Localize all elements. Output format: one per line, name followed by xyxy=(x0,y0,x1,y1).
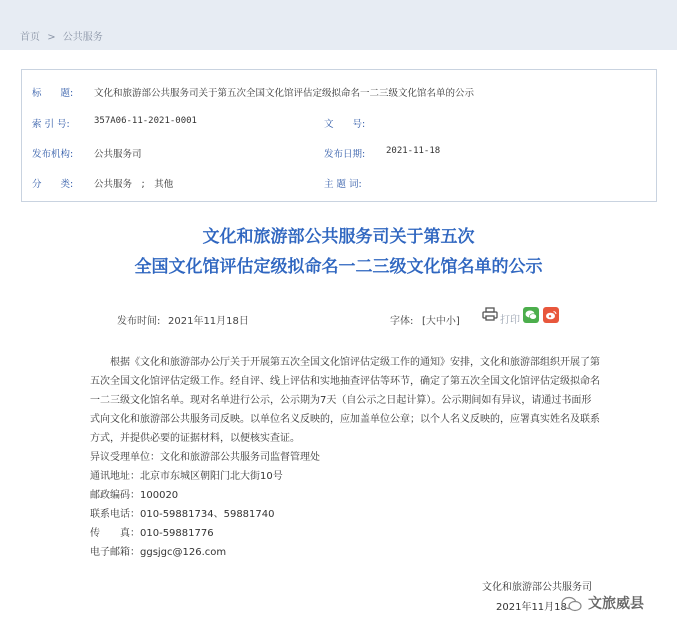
meta-row-title xyxy=(22,85,656,115)
title-value: 文化和旅游部公共服务司关于第五次全国文化馆评估定级拟命名一二三级文化馆名单的公示 xyxy=(94,88,475,99)
signature-org: 文化和旅游部公共服务司 xyxy=(482,582,592,593)
metadata-panel xyxy=(21,69,657,202)
publish-date: 2021年11月18日 xyxy=(168,316,249,327)
breadcrumb xyxy=(20,28,107,43)
body-line: 方式，并提供必要的证据材料，以便核实查证。 xyxy=(90,433,300,444)
contact-phone: 联系电话：010-59881734、59881740 xyxy=(90,509,275,520)
article-body xyxy=(90,353,615,562)
contact-postcode: 邮政编码：100020 xyxy=(90,490,179,501)
weibo-share-icon[interactable] xyxy=(543,307,559,323)
body-line: 五次全国文化馆评估定级工作。经自评、线上评估和实地抽查评估等环节，确定了第五次全国文化馆评估定级拟命名 xyxy=(90,376,600,387)
contact-email: 电子邮箱：ggsjgc@126.com xyxy=(90,547,227,558)
breadcrumb-separator: > xyxy=(47,32,56,43)
index-value: 357A06-11-2021-0001 xyxy=(94,116,197,126)
keyword-label: 主 题 词: xyxy=(324,179,362,190)
watermark-text: 文旅威县 xyxy=(588,596,644,612)
article-title-line1: 文化和旅游部公共服务司关于第五次 xyxy=(202,227,475,247)
contact-address: 通讯地址：北京市东城区朝阳门北大街10号 xyxy=(90,471,283,482)
doc-number-label: 文 号: xyxy=(324,119,366,130)
font-size-selector[interactable]: [大中小] xyxy=(422,316,460,327)
article-title-line2: 全国文化馆评估定级拟命名一二三级文化馆名单的公示 xyxy=(134,257,543,277)
meta-row-index xyxy=(22,116,656,146)
date-label: 发布日期: xyxy=(324,149,366,160)
org-value: 公共服务司 xyxy=(94,149,142,160)
print-label[interactable]: 打印 xyxy=(500,315,520,326)
contact-fax: 传 真：010-59881776 xyxy=(90,528,214,539)
category-label: 分 类: xyxy=(32,179,74,190)
meta-row-org xyxy=(22,146,656,176)
category-value: 公共服务 ; 其他 xyxy=(94,179,174,190)
breadcrumb-home[interactable]: 首页 xyxy=(20,32,40,43)
wechat-share-icon[interactable] xyxy=(523,307,539,323)
publish-label: 发布时间: xyxy=(117,316,161,327)
title-label: 标 题: xyxy=(32,88,74,99)
article-paragraph xyxy=(90,353,615,448)
body-line: 根据《文化和旅游部办公厅关于开展第五次全国文化馆评估定级工作的通知》安排，文化和旅游部组织开展了第 xyxy=(90,357,600,368)
wechat-watermark-icon xyxy=(561,595,583,613)
font-size-label: 字体: xyxy=(390,316,414,327)
body-line: 一二三级文化馆名单。现对名单进行公示，公示期为7天（自公示之日起计算）。公示期间如有异议，请通过书面形 xyxy=(90,395,592,406)
contact-unit: 异议受理单位：文化和旅游部公共服务司监督管理处 xyxy=(90,452,320,463)
contact-block xyxy=(90,448,615,562)
body-line: 式向文化和旅游部公共服务司反映。以单位名义反映的，应加盖单位公章；以个人名义反映的，应署真实姓名及联系 xyxy=(90,414,600,425)
print-icon[interactable] xyxy=(482,307,498,321)
top-bar xyxy=(0,0,677,50)
signature-date: 2021年11月18 xyxy=(496,602,567,613)
breadcrumb-current[interactable]: 公共服务 xyxy=(62,32,103,43)
meta-row-category xyxy=(22,176,656,206)
org-label: 发布机构: xyxy=(32,149,74,160)
date-value: 2021-11-18 xyxy=(386,146,441,156)
article-title xyxy=(0,222,677,282)
index-label: 索 引 号: xyxy=(32,119,70,130)
